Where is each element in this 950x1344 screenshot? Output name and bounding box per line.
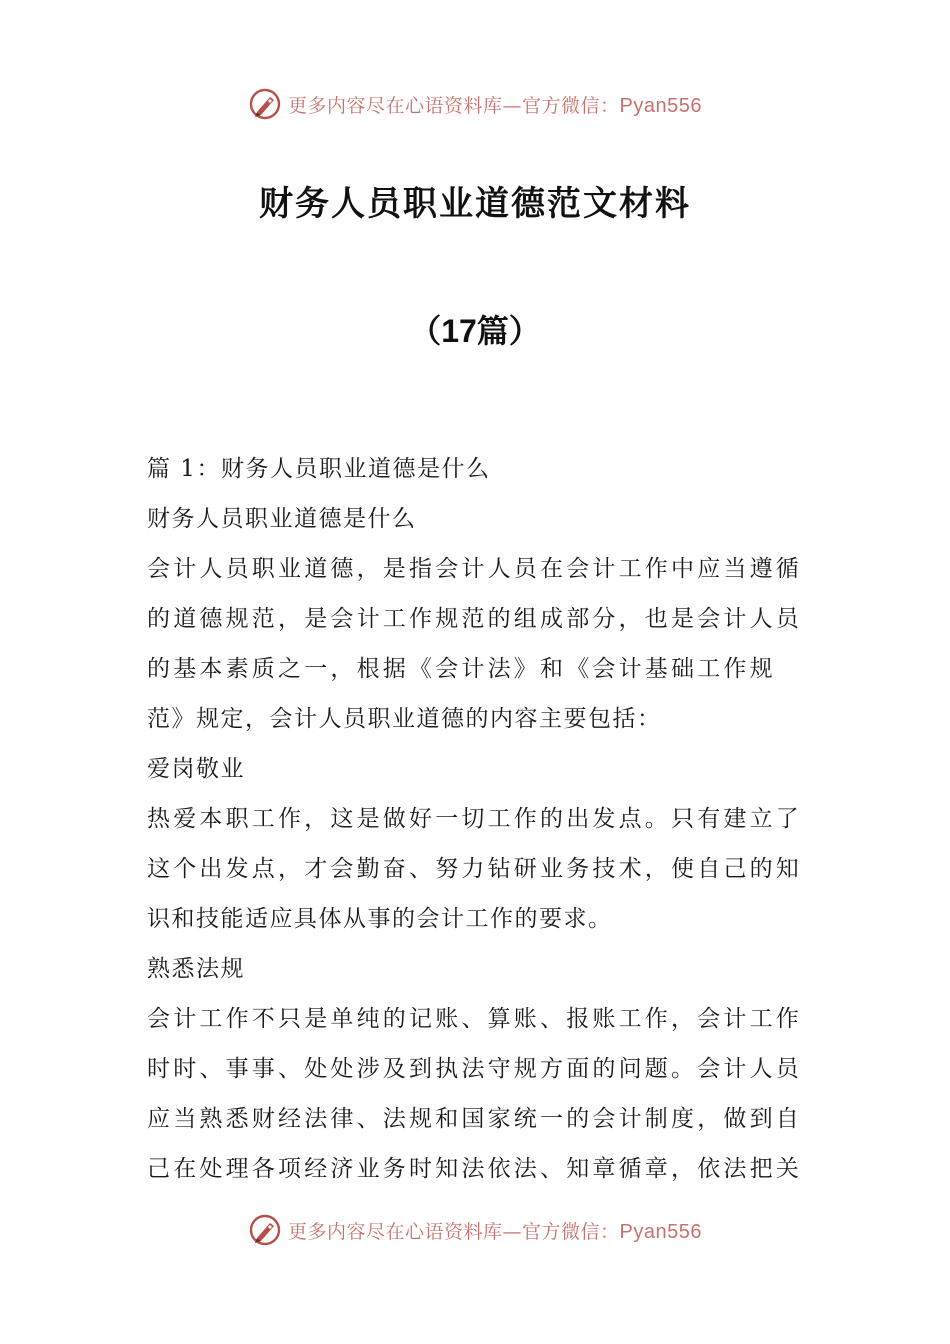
section-heading: 熟悉法规 <box>147 956 245 982</box>
paragraph-line: 会计人员职业道德，是指会计人员在会计工作中应当遵循 <box>147 556 802 582</box>
subtitle-open-paren: （ <box>409 312 442 350</box>
paragraph-line: 己在处理各项经济业务时知法依法、知章循章，依法把关 <box>147 1156 802 1182</box>
document-subtitle <box>0 306 950 352</box>
paragraph-line: 的基本素质之一，根据《会计法》和《会计基础工作规 <box>147 656 776 682</box>
document-body <box>147 444 805 1194</box>
paragraph-line: 会计工作不只是单纯的记账、算账、报账工作，会计工作 <box>147 1006 802 1032</box>
section-heading: 财务人员职业道德是什么 <box>147 506 417 532</box>
wechat-id: Pyan556 <box>619 94 702 117</box>
document-title: 财务人员职业道德范文材料 <box>259 184 691 224</box>
pen-nib-logo-icon <box>248 1213 282 1247</box>
article-heading: 篇 1：财务人员职业道德是什么 <box>147 456 491 482</box>
paragraph-line: 热爱本职工作，这是做好一切工作的出发点。只有建立了 <box>147 806 802 832</box>
article-count: 17 <box>441 313 477 349</box>
paragraph-line: 识和技能适应具体从事的会计工作的要求。 <box>147 906 613 932</box>
watermark-text: 更多内容尽在心语资料库—官方微信：Pyan556 <box>288 1220 702 1243</box>
subtitle-unit: 篇） <box>476 312 541 350</box>
watermark-text: 更多内容尽在心语资料库—官方微信：Pyan556 <box>288 94 702 117</box>
paragraph-line: 应当熟悉财经法律、法规和国家统一的会计制度，做到自 <box>147 1106 802 1132</box>
section-heading: 爱岗敬业 <box>147 756 245 782</box>
paragraph-line: 时时、事事、处处涉及到执法守规方面的问题。会计人员 <box>147 1056 802 1082</box>
wechat-id: Pyan556 <box>619 1220 702 1243</box>
pen-nib-logo-icon <box>248 87 282 121</box>
watermark-banner-bottom <box>0 1210 950 1250</box>
paragraph-line: 的道德规范，是会计工作规范的组成部分，也是会计人员 <box>147 606 802 632</box>
watermark-banner-top <box>0 84 950 124</box>
paragraph-line: 范》规定，会计人员职业道德的内容主要包括： <box>147 706 662 732</box>
paragraph-line: 这个出发点，才会勤奋、努力钻研业务技术，使自己的知 <box>147 856 802 882</box>
